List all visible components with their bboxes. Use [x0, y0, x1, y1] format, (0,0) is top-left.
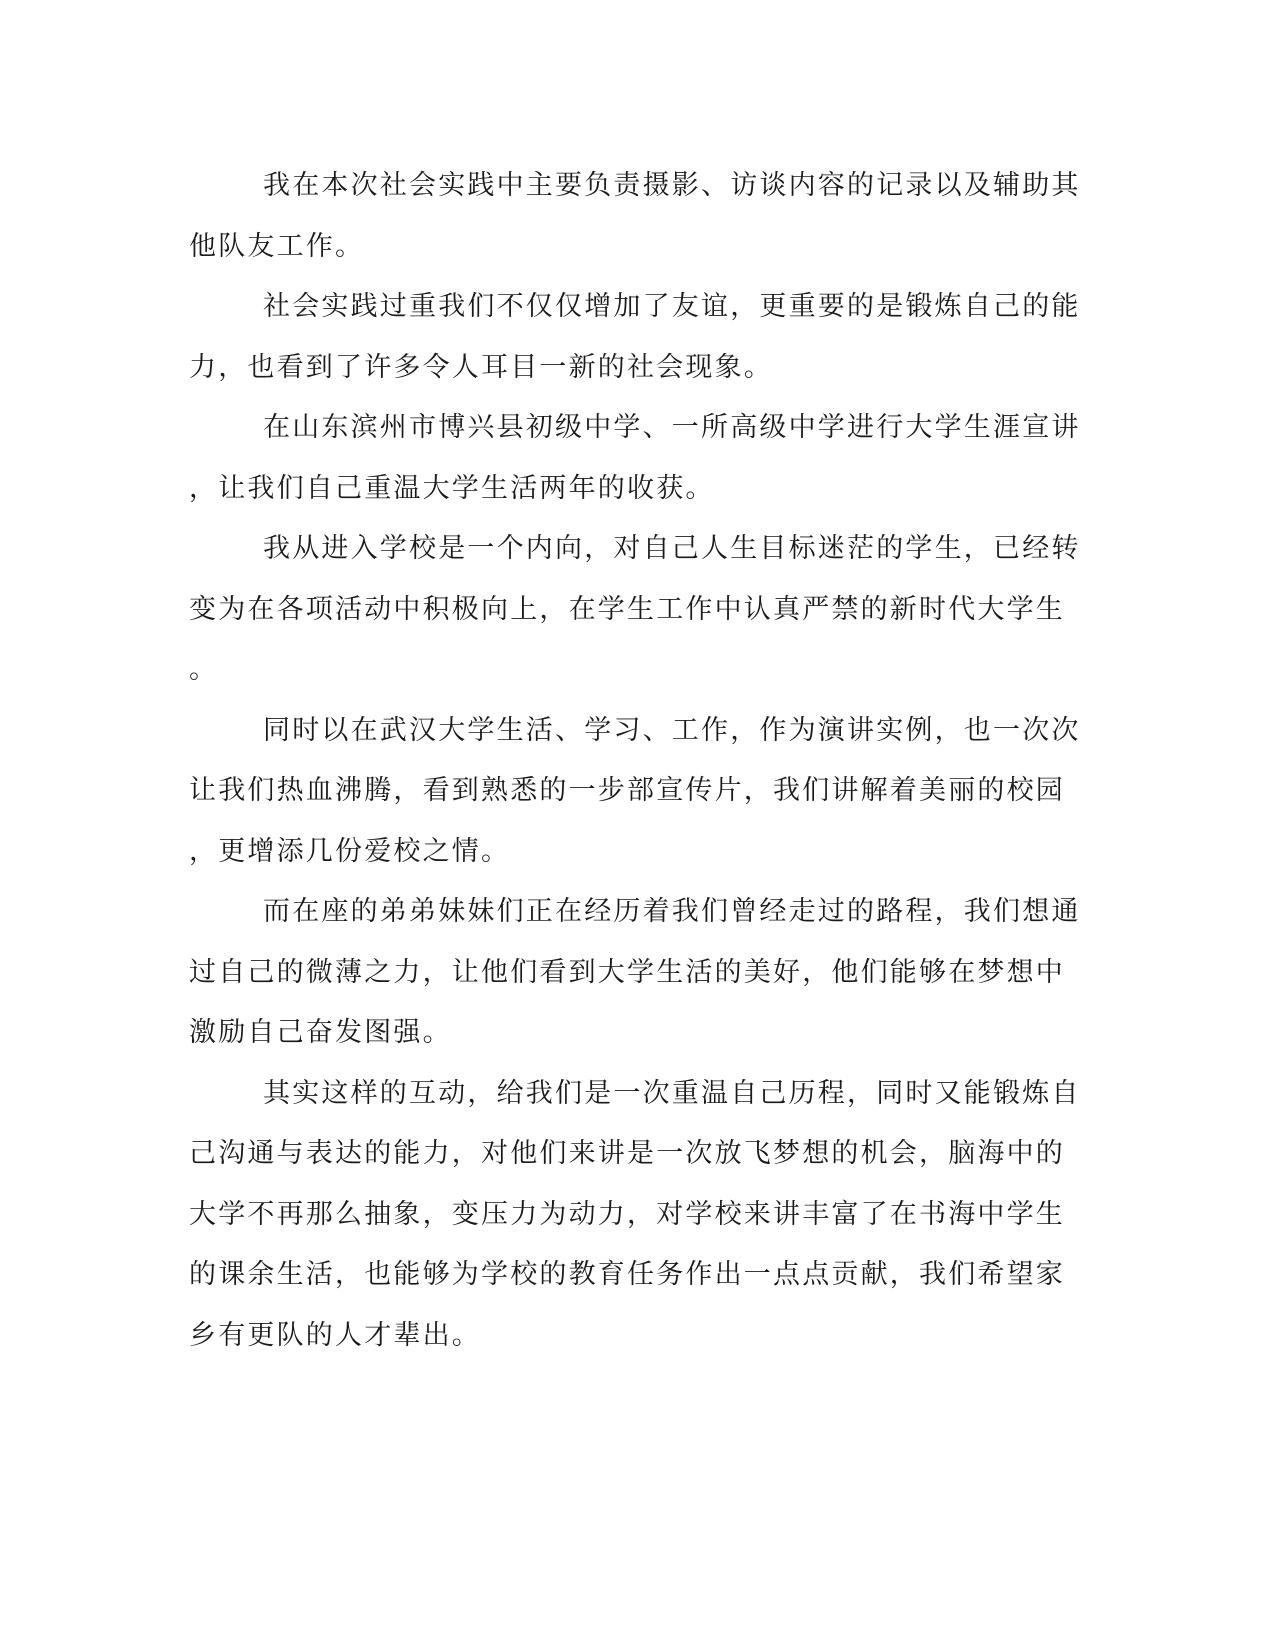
paragraph: [189, 398, 1079, 519]
paragraph: [189, 156, 1079, 277]
paragraph: [189, 277, 1079, 398]
text-line: 乡有更队的人才辈出。: [189, 1319, 481, 1351]
text-line: 。: [189, 654, 219, 685]
text-line: 在山东滨州市博兴县初级中学、一所高级中学进行大学生涯宣讲: [263, 412, 1081, 443]
text-line: 大学不再那么抽象，变压力为动力，对学校来讲丰富了在书海中学生: [189, 1198, 1065, 1230]
paragraph: [189, 1064, 1079, 1367]
text-line: 过自己的微薄之力，让他们看到大学生活的美好，他们能够在梦想中: [189, 956, 1065, 988]
text-line: 让我们热血沸腾，看到熟悉的一步部宣传片，我们讲解着美丽的校园: [189, 775, 1065, 806]
document-body: [189, 156, 1079, 1366]
text-line: 社会实践过重我们不仅仅增加了友谊，更重要的是锻炼自己的能: [263, 291, 1081, 322]
text-line: ，让我们自己重温大学生活两年的收获。: [189, 472, 715, 504]
text-line: 我在本次社会实践中主要负责摄影、访谈内容的记录以及辅助其: [263, 170, 1081, 201]
text-line: 激励自己奋发图强。: [189, 1017, 452, 1048]
text-line: 同时以在武汉大学生活、学习、工作，作为演讲实例，也一次次: [263, 714, 1081, 746]
text-line: 我从进入学校是一个内向，对自己人生目标迷茫的学生，已经转: [263, 533, 1081, 564]
text-line: 其实这样的互动，给我们是一次重温自己历程，同时又能锻炼自: [263, 1077, 1081, 1109]
text-line: ，更增添几份爱校之情。: [189, 835, 511, 867]
text-line: 力，也看到了许多令人耳目一新的社会现象。: [189, 351, 773, 383]
paragraph: [189, 701, 1079, 883]
text-line: 变为在各项活动中积极向上，在学生工作中认真严禁的新时代大学生: [189, 593, 1065, 625]
paragraph: [189, 882, 1079, 1064]
text-line: 他队友工作。: [189, 230, 365, 262]
paragraph: [189, 519, 1079, 701]
text-line: 而在座的弟弟妹妹们正在经历着我们曾经走过的路程，我们想通: [263, 896, 1081, 927]
text-line: 己沟通与表达的能力，对他们来讲是一次放飞梦想的机会，脑海中的: [189, 1138, 1065, 1169]
text-line: 的课余生活，也能够为学校的教育任务作出一点点贡献，我们希望家: [189, 1259, 1065, 1290]
